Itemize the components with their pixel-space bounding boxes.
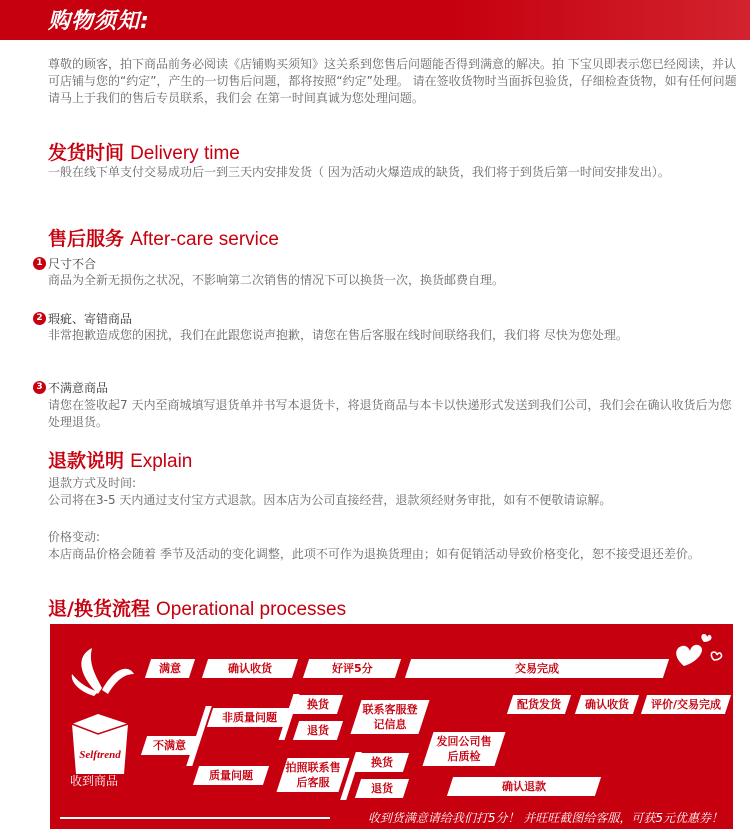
delivery-heading (48, 138, 240, 165)
number-3-icon: 3 (33, 381, 46, 394)
confirm-receipt-step-2 (575, 695, 639, 714)
number-1-icon: 1 (33, 257, 46, 270)
number-2-icon: 2 (33, 312, 46, 325)
satisfied-step (145, 659, 195, 678)
aftercare-item-1-title: 尺寸不合 (48, 257, 97, 271)
contact-cs-step (350, 700, 429, 734)
aftercare-item-3-title: 不满意商品 (48, 381, 109, 395)
quality-label: 质量问题 (209, 769, 253, 782)
aftercare-item-2-title: 瑕疵、寄错商品 (48, 312, 133, 326)
page-title: 购物须知: (48, 9, 150, 34)
exchange-step (293, 695, 343, 714)
confirm-receipt-label: 确认收货 (228, 662, 272, 675)
satisfied-step-label: 满意 (159, 662, 181, 675)
delivery-heading-en: Delivery time (130, 143, 240, 164)
return-label-2: 退货 (371, 782, 393, 795)
aftercare-heading (48, 224, 279, 251)
photo-cs-step (276, 758, 349, 792)
aftercare-heading-cn: 售后服务 (48, 228, 125, 250)
unsatisfied-label: 不满意 (152, 739, 186, 752)
process-heading-en: Operational processes (156, 599, 347, 620)
intro-text: 尊敬的顾客，拍下商品前务必阅读《店铺购买须知》这关系到您售后问题能否得到满意的解决。拍 下宝贝即表示您已经阅读，并认可店铺与您的“约定”，产生的一切售后问题，都将按照“约定”处理。 请在签收货物时当面拆包验货，仔细检查货物，如有任何问题请马上于我们的售后专员联系，我们会 在第一时间真诚为您处理问题。 (48, 57, 737, 105)
refund-method-label: 退款方式及时间: (48, 476, 137, 490)
aftercare-heading-en: After-care service (130, 229, 279, 250)
non-quality-label: 非质量问题 (221, 711, 277, 724)
ship-label: 配货发货 (517, 698, 561, 711)
exchange-label: 换货 (307, 698, 329, 711)
aftercare-item-3-text: 请您在签收起7 天内至商城填写退货单并书写本退货卡，将退货商品与本卡以快递形式发送到我们公司，我们会在确认收货后为您处理退货。 (48, 398, 732, 429)
logo-text: Selftrend (79, 749, 121, 761)
delivery-heading-cn: 发货时间 (48, 142, 125, 164)
confirm-refund-step (447, 777, 601, 796)
delivery-text: 一般在线下单支付交易成功后一到三天内安排发货（ 因为活动火爆造成的缺货，我们将于到货后第一时间安排发出）。 (48, 165, 670, 179)
ship-step (507, 695, 571, 714)
unsatisfied-step (141, 736, 197, 755)
good-review-step (303, 659, 401, 678)
quality-step (193, 766, 269, 785)
confirm-refund-label: 确认退款 (502, 780, 546, 793)
non-quality-step (207, 708, 291, 727)
aftercare-item-2-text: 非常抱歉造成您的困扰，我们在此跟您说声抱歉，请您在售后客服在线时间联络我们，我们将 尽快为您处理。 (48, 328, 628, 342)
receive-goods-label: 收到商品 (70, 774, 119, 788)
exchange-label-2: 换货 (371, 756, 393, 769)
good-review-label: 好评5分 (331, 662, 373, 675)
refund-method-text: 公司将在3-5 天内通过支付宝方式退款。因本店为公司直接经营，退款须经财务审批，如有不便敬请谅解。 (48, 493, 612, 507)
review-done-step (641, 695, 731, 714)
refund-heading (48, 446, 192, 473)
header-banner (0, 0, 750, 40)
photo-cs-label: 拍照联系售后客服 (285, 761, 341, 789)
return-process-flowchart (50, 624, 733, 829)
contact-cs-label: 联系客服登记信息 (362, 703, 418, 731)
review-done-label: 评价/交易完成 (650, 698, 722, 711)
confirm-receipt-label-2: 确认收货 (585, 698, 629, 711)
heart-decoration-icon (670, 632, 726, 676)
deal-done-step (405, 659, 669, 678)
exchange-step-2 (355, 753, 409, 772)
deal-done-label: 交易完成 (515, 662, 559, 675)
footer-divider (60, 817, 330, 819)
footer-promo-text: 收到货满意请给我们打5分！ 并旺旺截图给客服，可获5元优惠券！ (367, 811, 723, 825)
aftercare-item-1-text: 商品为全新无损伤之状况，不影响第二次销售的情况下可以换货一次，换货邮费自理。 (48, 273, 505, 287)
refund-heading-en: Explain (130, 451, 193, 472)
return-step-2 (355, 779, 409, 798)
footer-note (50, 807, 733, 829)
return-step (293, 721, 343, 740)
price-change-label: 价格变动: (48, 530, 101, 544)
refund-heading-cn: 退款说明 (48, 450, 125, 472)
send-back-label: 发回公司售后质检 (436, 735, 492, 763)
process-heading (48, 594, 346, 621)
confirm-receipt-step (202, 659, 298, 678)
send-back-step (422, 732, 505, 766)
process-heading-cn: 退/换货流程 (48, 598, 150, 620)
return-label: 退货 (307, 724, 329, 737)
price-change-text: 本店商品价格会随着 季节及活动的变化调整，此项不可作为退换货理由；如有促销活动导致价格变化，恕不接受退还差价。 (48, 547, 700, 561)
